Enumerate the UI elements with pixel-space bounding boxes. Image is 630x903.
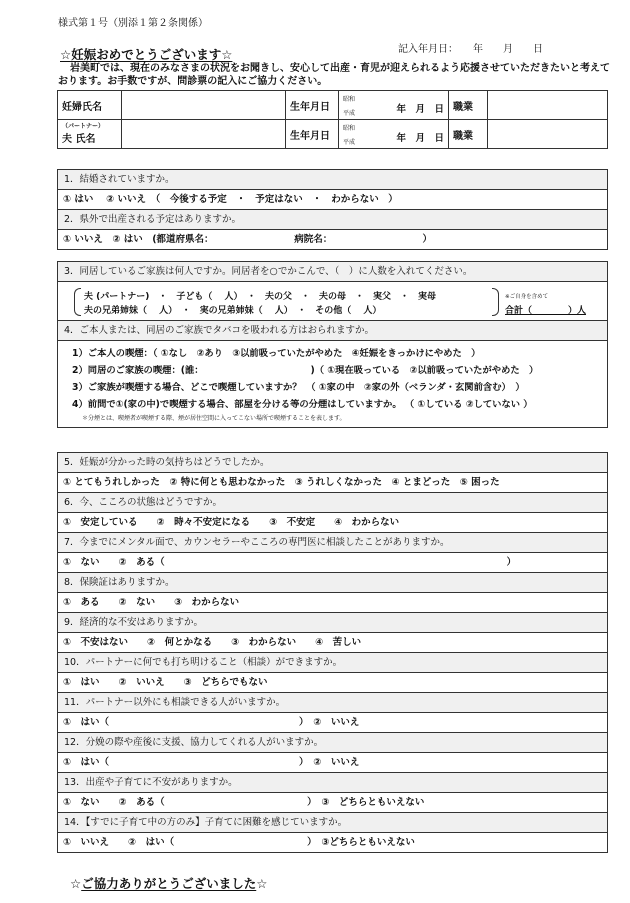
ymd-label: 年 月 日 bbox=[396, 104, 444, 115]
partner-row bbox=[58, 120, 608, 149]
bracket-right bbox=[492, 288, 499, 316]
era-showa: 昭和 bbox=[343, 125, 356, 132]
partner-job-field[interactable] bbox=[488, 120, 608, 149]
smoking-note: ＊分煙とは、喫煙者が喫煙する際、煙が居住空間に入ってこない場所で喫煙することを表します。 bbox=[82, 415, 346, 422]
answer-2[interactable]: ① いいえ ② はい (都道府県名： 病院名： ） bbox=[63, 234, 433, 245]
answer-1[interactable]: ① はい ② いいえ （ 今後する予定 ・ 予定はない ・ わからない ） bbox=[58, 190, 607, 210]
question-12: 12．分娩の際や産後に支援、協力してくれる人がいますか。 bbox=[58, 733, 607, 753]
question-8: 8．保険証はありますか。 bbox=[58, 573, 607, 593]
mother-birth-label: 生年月日 bbox=[286, 91, 339, 120]
household-row-2: 夫の兄弟姉妹（ 人） ・ 実の兄弟姉妹（ 人） ・ その他（ 人） bbox=[84, 306, 382, 316]
smoking-line-1[interactable]: 1）ご本人の喫煙：（ ①なし ②あり ③以前吸っていたがやめた ④妊娠をきっかけにやめた ） bbox=[72, 348, 481, 359]
household-total-field[interactable]: 合計（ ）人 bbox=[505, 306, 587, 316]
entry-date-field[interactable]: 記入年月日： 年 月 日 bbox=[398, 44, 543, 55]
era-heisei: 平成 bbox=[343, 110, 356, 117]
mother-row bbox=[58, 91, 608, 120]
household-answer[interactable] bbox=[58, 282, 607, 321]
answer-12[interactable]: ① はい（ ） ② いいえ bbox=[58, 753, 607, 773]
question-5: 5．妊娠が分かった時の気持ちはどうでしたか。 bbox=[58, 453, 607, 473]
smoking-line-4[interactable]: 4）前問で①(家の中)で喫煙する場合、部屋を分ける等の分煙はしていますか。 （ ①している ②していない ） bbox=[72, 399, 533, 410]
answer-10[interactable]: ① はい ② いいえ ③ どちらでもない bbox=[58, 673, 607, 693]
form-number: 様式第１号（別添１第２条関係） bbox=[58, 18, 208, 29]
answer-13[interactable]: ① ない ② ある（ ） ③ どちらともいえない bbox=[58, 793, 607, 813]
partner-job-label: 職業 bbox=[449, 120, 488, 149]
ymd-label: 年 月 日 bbox=[396, 133, 444, 144]
answer-5[interactable]: ① とてもうれしかった ② 特に何とも思わなかった ③ うれしくなかった ④ とまどった ⑤ 困った bbox=[58, 473, 607, 493]
era-heisei: 平成 bbox=[343, 139, 356, 146]
partner-name-field[interactable] bbox=[122, 120, 286, 149]
mother-name-field[interactable] bbox=[122, 91, 286, 120]
answer-9[interactable]: ① 不安はない ② 何とかなる ③ わからない ④ 苦しい bbox=[58, 633, 607, 653]
answer-14[interactable]: ① いいえ ② はい（ ） ③どちらともいえない bbox=[63, 837, 415, 848]
star-right-icon: ☆ bbox=[256, 876, 268, 891]
intro-text: 岩美町では、現在のみなさまの状況をお聞きし、安心して出産・育児が迎えられるよう応援させていただきたいと考えております。お手数ですが、問診票の記入にご協力ください。 bbox=[58, 63, 610, 87]
question-4: 4．ご本人または、同居のご家族でタバコを吸われる方はおられますか。 bbox=[58, 321, 607, 341]
question-1: 1．結婚されていますか。 bbox=[58, 170, 607, 190]
mother-job-field[interactable] bbox=[488, 91, 608, 120]
page-title: ☆妊娠おめでとうございます☆ bbox=[60, 47, 233, 62]
closing-message bbox=[70, 874, 267, 892]
question-7: 7．今までにメンタル面で、カウンセラーやこころの専門医に相談したことがありますか。 bbox=[58, 533, 607, 553]
question-10: 10．パートナーに何でも打ち明けること（相談）ができますか。 bbox=[58, 653, 607, 673]
answer-6[interactable]: ① 安定している ② 時々不安定になる ③ 不安定 ④ わからない bbox=[58, 513, 607, 533]
household-row-1: 夫 (パートナー) ・ 子ども（ 人） ・ 夫の父 ・ 夫の母 ・ 実父 ・ 実母 bbox=[84, 292, 436, 302]
partner-small-label: （パートナー） bbox=[62, 123, 105, 130]
mother-birthdate-field[interactable] bbox=[339, 91, 449, 120]
question-11: 11．パートナー以外にも相談できる人がいますか。 bbox=[58, 693, 607, 713]
mother-job-label: 職業 bbox=[449, 91, 488, 120]
question-9: 9．経済的な不安はありますか。 bbox=[58, 613, 607, 633]
question-3: 3．同居しているご家族は何人ですか。同居者を○でかこんで、（ ）に人数を入れてください。 bbox=[58, 262, 607, 282]
star-left-icon: ☆ bbox=[70, 876, 82, 891]
partner-birthdate-field[interactable] bbox=[339, 120, 449, 149]
mother-name-label: 妊婦氏名 bbox=[58, 91, 122, 120]
self-include-note: ※ご自身を含めて bbox=[505, 294, 549, 300]
answer-8[interactable]: ① ある ② ない ③ わからない bbox=[58, 593, 607, 613]
smoking-line-3[interactable]: 3）ご家族が喫煙する場合、どこで喫煙していますか？ （ ①家の中 ②家の外（ベランダ・玄関前含む） ） bbox=[72, 382, 525, 393]
partner-label: 夫 氏名 bbox=[62, 134, 96, 145]
question-2: 2．県外で出産される予定はありますか。 bbox=[58, 210, 607, 230]
bracket-left bbox=[74, 288, 81, 316]
partner-birth-label: 生年月日 bbox=[286, 120, 339, 149]
section-marriage bbox=[57, 169, 608, 250]
closing-text: ご協力ありがとうございました bbox=[81, 876, 257, 891]
personal-info-table bbox=[57, 90, 608, 149]
question-14: 14．【すでに子育て中の方のみ】子育てに困難を感じていますか。 bbox=[58, 813, 607, 833]
smoking-line-2[interactable]: 2）同居のご家族の喫煙：(誰： )（ ①現在吸っている ②以前吸っていたがやめた ） bbox=[72, 365, 539, 376]
section-household bbox=[57, 261, 608, 428]
question-6: 6．今、こころの状態はどうですか。 bbox=[58, 493, 607, 513]
section-feelings bbox=[57, 452, 608, 853]
question-13: 13．出産や子育てに不安がありますか。 bbox=[58, 773, 607, 793]
era-showa: 昭和 bbox=[343, 96, 356, 103]
partner-name-label bbox=[58, 120, 122, 149]
answer-7[interactable]: ① ない ② ある（ ） bbox=[58, 553, 607, 573]
answer-11[interactable]: ① はい（ ） ② いいえ bbox=[58, 713, 607, 733]
